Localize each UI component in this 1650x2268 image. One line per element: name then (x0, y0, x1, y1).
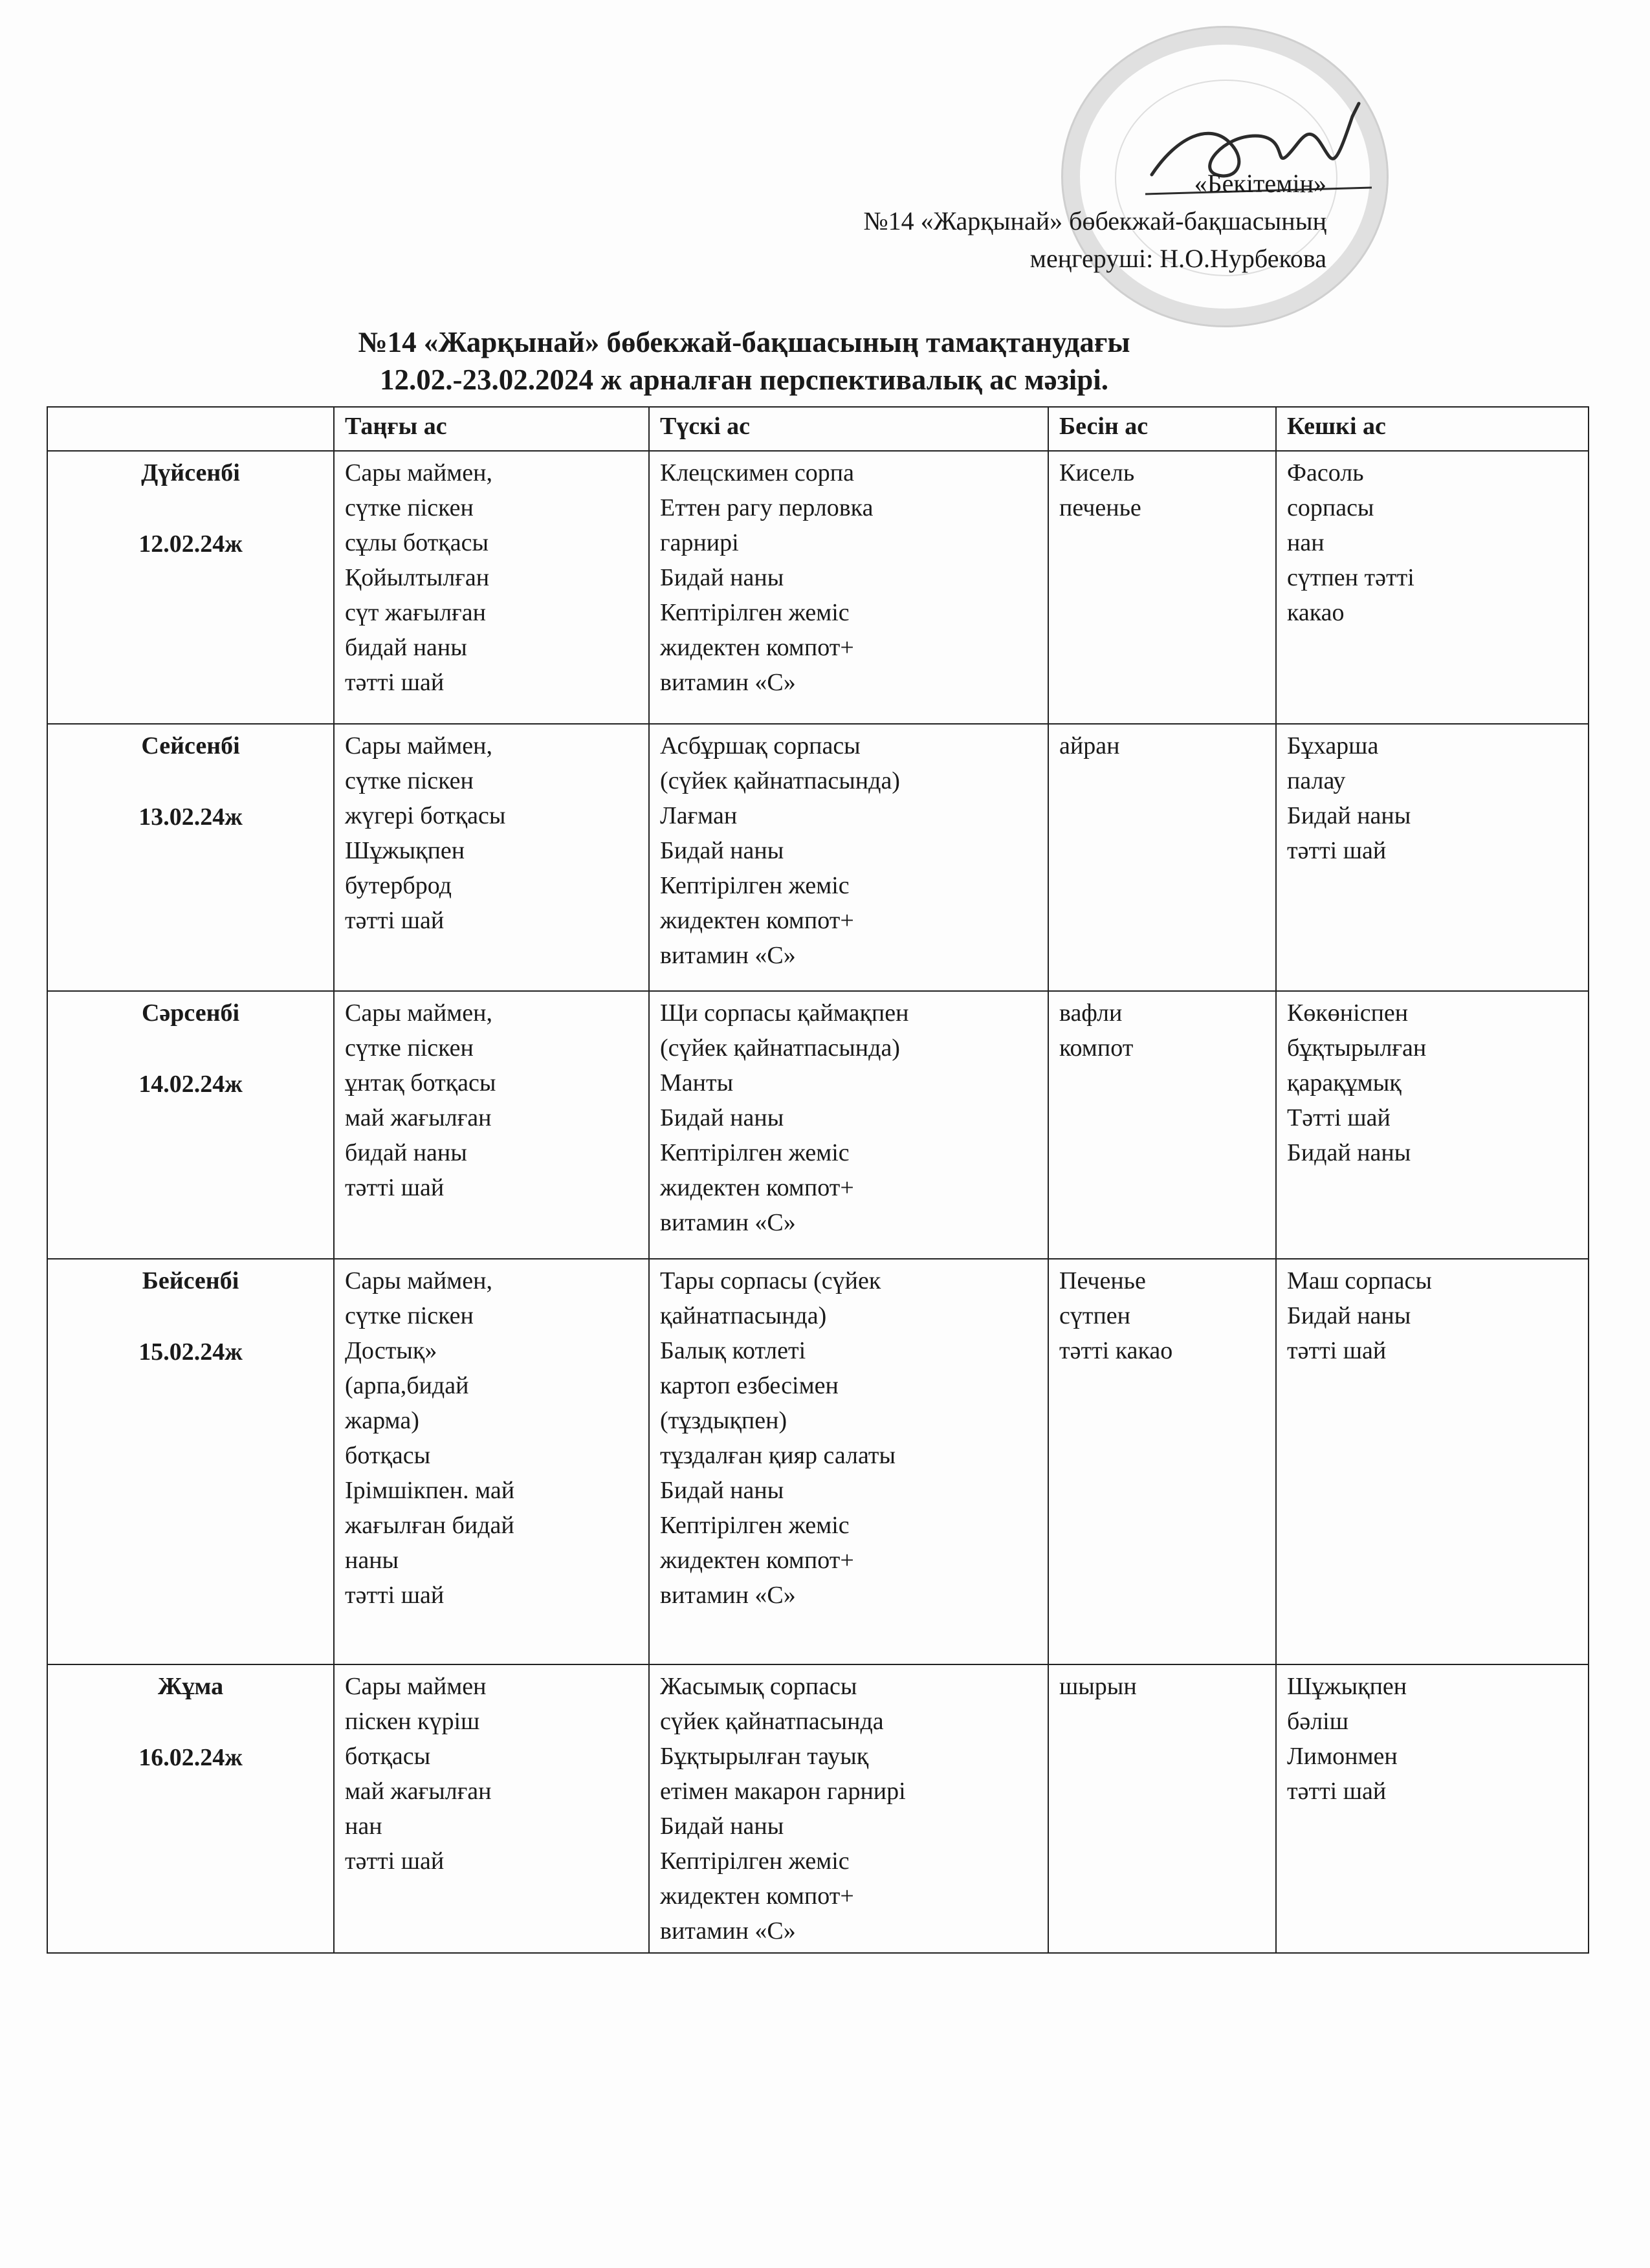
menu-item: Тәтті шай (1287, 1104, 1391, 1131)
menu-item: Печенье (1059, 1267, 1146, 1294)
menu-item: витамин «С» (660, 1582, 796, 1609)
menu-item: Кисель (1059, 459, 1135, 486)
menu-item: Бұқтырылған тауық (660, 1743, 869, 1770)
menu-item: ботқасы (345, 1743, 431, 1770)
menu-item: нан (1287, 529, 1325, 556)
menu-item: бұқтырылған (1287, 1034, 1427, 1062)
menu-item: Бидай наны (660, 564, 784, 591)
menu-item: тәтті шай (345, 907, 445, 934)
menu-item: витамин «С» (660, 1917, 796, 1945)
header-lunch: Түскі ас (649, 407, 1048, 451)
dinner-cell (1276, 991, 1589, 1259)
menu-item: сүт жағылған (345, 599, 486, 626)
menu-item: (сүйек қайнатпасында) (660, 1034, 900, 1062)
menu-item: сұлы ботқасы (345, 529, 489, 556)
menu-item: палау (1287, 767, 1346, 794)
menu-item: Маш сорпасы (1287, 1267, 1432, 1294)
menu-item: бутерброд (345, 872, 452, 899)
snack-cell (1048, 1664, 1276, 1953)
day-date: 14.02.24ж (138, 1071, 243, 1098)
menu-item: Кептірілген жеміс (660, 1512, 850, 1539)
menu-item: вафли (1059, 999, 1123, 1027)
menu-item: тұздалған қияр салаты (660, 1442, 896, 1469)
menu-item: сүтке піскен (345, 1034, 474, 1062)
menu-item: қайнатпасында) (660, 1302, 827, 1329)
menu-item: Сары маймен, (345, 459, 492, 486)
menu-item: тәтті шай (1287, 1778, 1387, 1805)
menu-item: тәтті шай (345, 669, 445, 696)
table-row (47, 724, 1589, 991)
menu-item: гарнирі (660, 529, 739, 556)
document-title (0, 323, 1488, 398)
menu-item: жидектен компот+ (660, 1174, 854, 1201)
menu-item: жүгері ботқасы (345, 802, 506, 829)
menu-item: жидектен компот+ (660, 634, 854, 661)
lunch-cell (649, 991, 1048, 1259)
menu-item: Кептірілген жеміс (660, 872, 850, 899)
menu-item: Бидай наны (1287, 1139, 1411, 1166)
lunch-cell (649, 451, 1048, 724)
menu-item: ботқасы (345, 1442, 431, 1469)
breakfast-cell (334, 1664, 649, 1953)
menu-item: ұнтақ ботқасы (345, 1069, 496, 1096)
table-row (47, 451, 1589, 724)
day-cell (47, 991, 334, 1259)
menu-item: Балық котлеті (660, 1337, 806, 1364)
menu-item: Достық» (345, 1337, 437, 1364)
menu-item: айран (1059, 732, 1120, 759)
menu-item: сүтпен тәтті (1287, 564, 1414, 591)
menu-item: Сары маймен, (345, 999, 492, 1027)
day-name: Сәрсенбі (141, 999, 240, 1027)
menu-item: қарақұмық (1287, 1069, 1402, 1096)
table-header-row (47, 407, 1589, 451)
menu-item: піскен күріш (345, 1708, 480, 1735)
menu-item: бәліш (1287, 1708, 1348, 1735)
menu-item: Шұжықпен (1287, 1673, 1407, 1700)
menu-item: компот (1059, 1034, 1134, 1062)
header-snack: Бесін ас (1048, 407, 1276, 451)
menu-item: тәтті шай (345, 1174, 445, 1201)
day-cell (47, 1259, 334, 1664)
dinner-cell (1276, 1259, 1589, 1664)
menu-item: витамин «С» (660, 1209, 796, 1236)
menu-item: бидай наны (345, 634, 467, 661)
menu-item: Клецскимен сорпа (660, 459, 854, 486)
menu-item: Лағман (660, 802, 738, 829)
menu-item: наны (345, 1547, 399, 1574)
table-row (47, 1259, 1589, 1664)
lunch-cell (649, 1664, 1048, 1953)
menu-item: (арпа,бидай (345, 1372, 469, 1399)
menu-item: сүйек қайнатпасында (660, 1708, 884, 1735)
menu-item: жидектен компот+ (660, 1882, 854, 1910)
menu-item: Сары маймен (345, 1673, 487, 1700)
menu-item: жарма) (345, 1407, 419, 1434)
menu-item: сүтке піскен (345, 767, 474, 794)
snack-cell (1048, 1259, 1276, 1664)
menu-item: Кептірілген жеміс (660, 599, 850, 626)
menu-item: сүтпен (1059, 1302, 1131, 1329)
menu-item: сүтке піскен (345, 1302, 474, 1329)
menu-item: жағылған бидай (345, 1512, 514, 1539)
menu-item: Лимонмен (1287, 1743, 1398, 1770)
menu-item: Жасымық сорпасы (660, 1673, 857, 1700)
menu-item: Сары маймен, (345, 1267, 492, 1294)
menu-item: Кептірілген жеміс (660, 1139, 850, 1166)
menu-item: Бұхарша (1287, 732, 1379, 759)
menu-item: (тұздықпен) (660, 1407, 787, 1434)
lunch-cell (649, 724, 1048, 991)
breakfast-cell (334, 451, 649, 724)
title-line-2: 12.02.-23.02.2024 ж арналған перспективалық ас мәзірі. (379, 364, 1109, 396)
title-line-1: №14 «Жарқынай» бөбекжай-бақшасының тамақтанудағы (358, 326, 1130, 358)
table-row (47, 1664, 1589, 1953)
menu-item: май жағылған (345, 1104, 492, 1131)
approval-line-3: меңгеруші: Н.О.Нурбекова (1029, 244, 1326, 273)
menu-item: витамин «С» (660, 942, 796, 969)
menu-item: какао (1287, 599, 1345, 626)
menu-item: Шұжықпен (345, 837, 465, 864)
header-day (47, 407, 334, 451)
approval-line-1: «Бекітемін» (1194, 169, 1326, 198)
menu-item: май жағылған (345, 1778, 492, 1805)
menu-item: тәтті шай (345, 1582, 445, 1609)
menu-item: Ірімшікпен. май (345, 1477, 515, 1504)
menu-item: Қойылтылған (345, 564, 490, 591)
menu-item: Кептірілген жеміс (660, 1848, 850, 1875)
menu-item: Бидай наны (1287, 802, 1411, 829)
menu-item: тәтті какао (1059, 1337, 1173, 1364)
snack-cell (1048, 991, 1276, 1259)
menu-item: Еттен рагу перловка (660, 494, 874, 521)
menu-item: нан (345, 1813, 382, 1840)
menu-item: сорпасы (1287, 494, 1374, 521)
day-name: Дүйсенбі (141, 459, 240, 486)
header-breakfast: Таңғы ас (334, 407, 649, 451)
menu-item: печенье (1059, 494, 1141, 521)
day-cell (47, 724, 334, 991)
menu-item: сүтке піскен (345, 494, 474, 521)
breakfast-cell (334, 991, 649, 1259)
snack-cell (1048, 724, 1276, 991)
day-date: 13.02.24ж (138, 803, 243, 831)
menu-item: Сары маймен, (345, 732, 492, 759)
menu-item: Бидай наны (1287, 1302, 1411, 1329)
menu-item: жидектен компот+ (660, 907, 854, 934)
day-date: 16.02.24ж (138, 1744, 243, 1771)
breakfast-cell (334, 724, 649, 991)
day-date: 15.02.24ж (138, 1338, 243, 1366)
day-name: Сейсенбі (141, 732, 240, 759)
menu-item: Манты (660, 1069, 734, 1096)
menu-item: Бидай наны (660, 1813, 784, 1840)
approval-block (863, 165, 1326, 278)
menu-table (47, 406, 1589, 1954)
menu-item: Көкөніспен (1287, 999, 1409, 1027)
menu-item: бидай наны (345, 1139, 467, 1166)
menu-item: (сүйек қайнатпасында) (660, 767, 900, 794)
day-name: Жұма (157, 1673, 224, 1700)
day-date: 12.02.24ж (138, 530, 243, 558)
menu-item: тәтті шай (1287, 837, 1387, 864)
menu-item: Бидай наны (660, 1104, 784, 1131)
menu-item: Тары сорпасы (сүйек (660, 1267, 881, 1294)
menu-item: витамин «С» (660, 669, 796, 696)
dinner-cell (1276, 724, 1589, 991)
menu-item: тәтті шай (1287, 1337, 1387, 1364)
day-cell (47, 451, 334, 724)
menu-item: Бидай наны (660, 837, 784, 864)
dinner-cell (1276, 1664, 1589, 1953)
snack-cell (1048, 451, 1276, 724)
breakfast-cell (334, 1259, 649, 1664)
lunch-cell (649, 1259, 1048, 1664)
table-row (47, 991, 1589, 1259)
dinner-cell (1276, 451, 1589, 724)
menu-item: жидектен компот+ (660, 1547, 854, 1574)
day-name: Бейсенбі (142, 1267, 239, 1294)
approval-line-2: №14 «Жарқынай» бөбекжай-бақшасының (863, 206, 1326, 235)
menu-item: Фасоль (1287, 459, 1364, 486)
menu-item: тәтті шай (345, 1848, 445, 1875)
day-cell (47, 1664, 334, 1953)
menu-item: Бидай наны (660, 1477, 784, 1504)
header-dinner: Кешкі ас (1276, 407, 1589, 451)
menu-item: етімен макарон гарнирі (660, 1778, 906, 1805)
menu-item: Щи сорпасы қаймақпен (660, 999, 909, 1027)
menu-item: картоп езбесімен (660, 1372, 839, 1399)
menu-item: Асбұршақ сорпасы (660, 732, 861, 759)
menu-item: шырын (1059, 1673, 1137, 1700)
